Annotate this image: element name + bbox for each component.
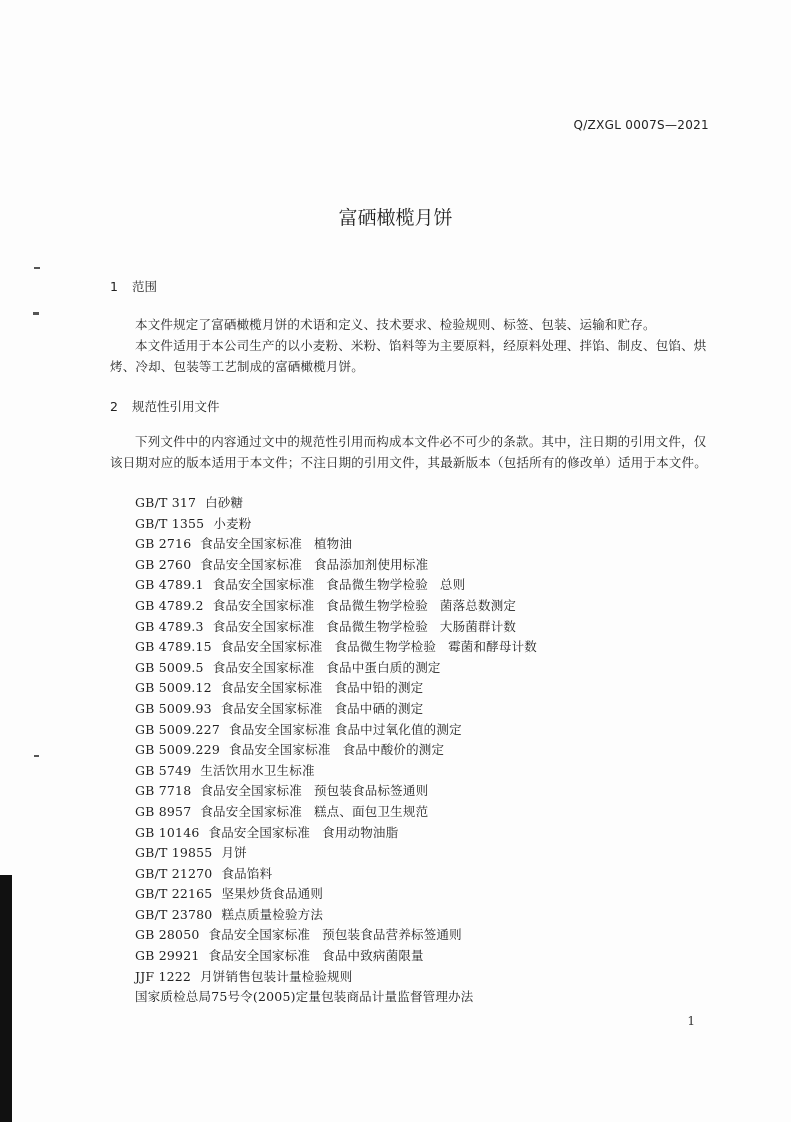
reference-code: GB 5009.12 [135, 680, 212, 696]
reference-list [135, 493, 549, 1008]
scan-speck [34, 755, 39, 757]
reference-item [135, 575, 549, 596]
reference-item [135, 555, 549, 576]
reference-code: JJF 1222 [135, 968, 192, 984]
reference-code: GB/T 317 [135, 495, 197, 510]
reference-code: GB 5009.5 [135, 659, 204, 675]
section-number: 1 [110, 279, 118, 294]
reference-item [135, 761, 549, 782]
reference-item [135, 925, 549, 946]
reference-title-part: 食品安全国家标准 [208, 927, 311, 943]
reference-title-part: 食品安全国家标准 [208, 824, 311, 840]
reference-title-part: 小麦粉 [213, 515, 252, 531]
reference-code: GB/T 19855 [135, 845, 213, 861]
standard-code: Q/ZXGL 0007S—2021 [573, 118, 709, 132]
reference-item [135, 946, 549, 967]
reference-title-part: 食品安全国家标准 [200, 783, 302, 799]
reference-title-part: 食品安全国家标准 [200, 536, 302, 552]
reference-item [135, 905, 549, 926]
reference-item [135, 493, 549, 514]
section-heading-references [110, 397, 220, 415]
reference-item [135, 781, 549, 802]
reference-title-part: 食品安全国家标准 [212, 597, 315, 613]
reference-title-part: 植物油 [313, 536, 353, 552]
reference-code: GB/T 21270 [135, 865, 213, 881]
reference-title-part: 食品安全国家标准 [212, 577, 315, 593]
reference-item [135, 617, 549, 638]
reference-title-part: 坚果炒货食品通则 [221, 886, 324, 902]
reference-title-part: 食品中致病菌限量 [322, 948, 424, 964]
scope-paragraph-2: 本文件适用于本公司生产的以小麦粉、米粉、馅料等为主要原料，经原料处理、拌馅、制皮、包馅、烘烤、冷却、包装等工艺制成的富硒橄榄月饼。 [110, 338, 707, 374]
reference-title-part: 食品安全国家标准 [212, 659, 315, 675]
reference-title-part: 食品安全国家标准 [212, 618, 315, 634]
section-heading-text: 规范性引用文件 [132, 399, 220, 414]
reference-title-part: 食品安全国家标准 食品中过氧化值的测定 [229, 721, 462, 737]
reference-title-part: 食品微生物学检验 [326, 597, 428, 613]
reference-code: GB 5749 [135, 762, 192, 778]
reference-title-part: 糕点、面包卫生规范 [313, 803, 429, 819]
reference-item [135, 678, 549, 699]
reference-title-part: 月饼销售包装计量检验规则 [200, 968, 353, 984]
reference-item [135, 884, 549, 905]
reference-code: GB 29921 [135, 948, 200, 964]
reference-code: GB/T 23780 [135, 906, 213, 922]
reference-code: GB 7718 [135, 783, 192, 799]
document-title: 富硒橄榄月饼 [338, 207, 453, 229]
reference-title-part: 生活饮用水卫生标准 [200, 762, 315, 778]
reference-item [135, 514, 549, 535]
reference-code: GB/T 1355 [135, 515, 205, 531]
page-number: 1 [687, 1014, 695, 1028]
reference-code: GB 4789.2 [135, 597, 204, 613]
scan-speck [34, 267, 40, 269]
reference-code: GB/T 22165 [135, 886, 213, 902]
reference-code: GB 4789.3 [135, 618, 204, 634]
reference-title-part: 食品中硒的测定 [334, 700, 424, 716]
reference-title-part: 食品中酸价的测定 [342, 742, 445, 758]
reference-code: GB 5009.227 [135, 721, 220, 737]
reference-title-part: 食品中铅的测定 [334, 680, 424, 696]
reference-title-part: 食品安全国家标准 [220, 680, 323, 696]
reference-item [135, 802, 549, 823]
reference-title-part: 国家质检总局75号令(2005)定量包装商品计量监督管理办法 [135, 989, 474, 1005]
reference-item [135, 967, 549, 988]
scope-paragraph-1: 本文件规定了富硒橄榄月饼的术语和定义、技术要求、检验规则、标签、包装、运输和贮存。 [135, 317, 656, 332]
section-number: 2 [110, 399, 118, 414]
reference-code: GB 28050 [135, 927, 200, 943]
reference-item [135, 658, 549, 679]
reference-code: GB 4789.15 [135, 639, 212, 655]
reference-code: GB 5009.93 [135, 700, 212, 716]
references-intro-paragraph: 下列文件中的内容通过文中的规范性引用而构成本文件必不可少的条款。其中，注日期的引用文件，仅该日期对应的版本适用于本文件；不注日期的引用文件，其最新版本（包括所有的修改单）适用于本文件。 [110, 434, 707, 470]
reference-title-part: 预包装食品标签通则 [313, 783, 429, 799]
reference-title-part: 食品安全国家标准 [220, 639, 323, 655]
reference-title-part: 食品安全国家标准 [208, 948, 311, 964]
reference-title-part: 预包装食品营养标签通则 [322, 927, 462, 943]
section-heading-text: 范围 [132, 279, 158, 294]
reference-item [135, 534, 549, 555]
reference-code: GB 5009.229 [135, 742, 220, 758]
reference-code: GB 10146 [135, 824, 200, 840]
reference-title-part: 食品微生物学检验 [334, 639, 437, 655]
reference-title-part: 食品馅料 [221, 865, 273, 881]
reference-title-part: 食品添加剂使用标准 [313, 556, 429, 572]
reference-item [135, 987, 549, 1008]
reference-title-part: 食品安全国家标准 [229, 742, 331, 758]
reference-title-part: 食品微生物学检验 [326, 618, 428, 634]
reference-code: GB 2760 [135, 556, 192, 572]
reference-title-part: 食品中蛋白质的测定 [326, 659, 441, 675]
reference-code: GB 2716 [135, 536, 192, 552]
reference-title-part: 食品安全国家标准 [200, 803, 302, 819]
reference-item [135, 596, 549, 617]
reference-code: GB 8957 [135, 803, 192, 819]
scan-speck [33, 312, 39, 315]
reference-title-part: 食品微生物学检验 [326, 577, 428, 593]
reference-title-part: 食品安全国家标准 [200, 556, 302, 572]
reference-title-part: 菌落总数测定 [439, 597, 517, 613]
reference-item [135, 823, 549, 844]
reference-item [135, 720, 549, 741]
reference-title-part: 月饼 [221, 845, 247, 861]
reference-title-part: 大肠菌群计数 [439, 618, 517, 634]
reference-item [135, 864, 549, 885]
reference-title-part: 食品安全国家标准 [220, 700, 323, 716]
scan-edge-shadow [0, 875, 12, 1122]
reference-title-part: 糕点质量检验方法 [221, 906, 324, 922]
reference-item [135, 740, 549, 761]
section-heading-scope [110, 277, 157, 295]
reference-title-part: 食用动物油脂 [322, 824, 399, 840]
reference-title-part: 白砂糖 [205, 495, 244, 510]
reference-item [135, 699, 549, 720]
reference-code: GB 4789.1 [135, 577, 204, 593]
reference-item [135, 637, 549, 658]
reference-item [135, 843, 549, 864]
reference-title-part: 霉菌和酵母计数 [448, 639, 537, 655]
reference-title-part: 总则 [439, 577, 466, 593]
